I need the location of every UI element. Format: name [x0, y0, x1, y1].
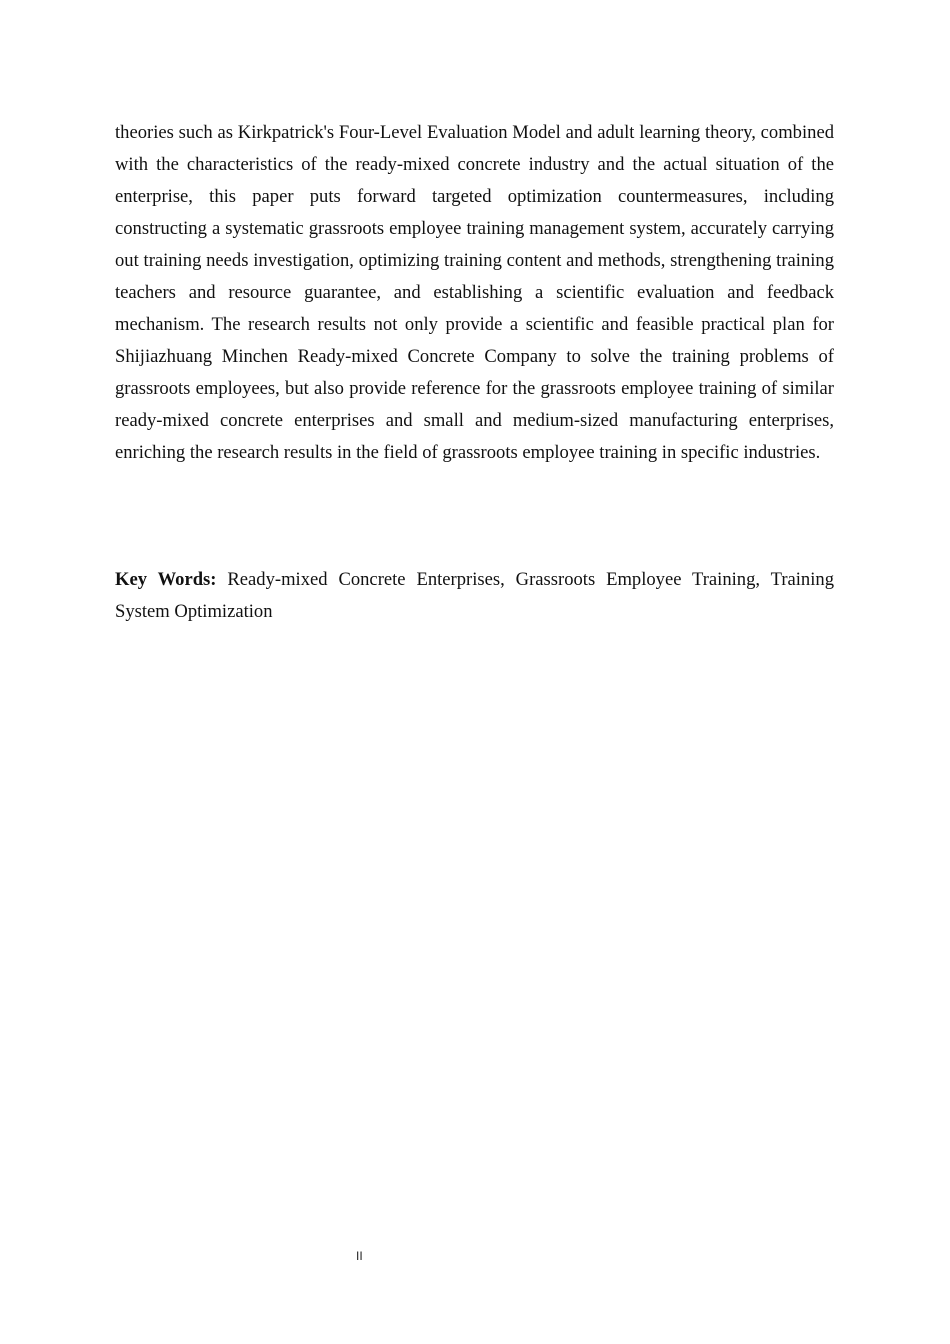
- keywords-label: Key Words:: [115, 569, 217, 590]
- abstract-body-paragraph: theories such as Kirkpatrick's Four-Level Evaluation Model and adult learning theory, combined with the characteristics of the ready-mixed concrete industry and the actual situation of the enterprise, this paper puts forward targeted optimization countermeasures, including constructing a systematic grassroots employee training management system, accurately carrying out training needs investigation, optimizing training content and methods, strengthening training teachers and resource guarantee, and establishing a scientific evaluation and feedback mechanism. The research results not only provide a scientific and feasible practical plan for Shijiazhuang Minchen Ready-mixed Concrete Company to solve the training problems of grassroots employees, but also provide reference for the grassroots employee training of similar ready-mixed concrete enterprises and small and medium-sized manufacturing enterprises, enriching the research results in the field of grassroots employee training in specific industries.: [115, 122, 834, 463]
- keywords-paragraph: [115, 564, 834, 628]
- keywords-text: Ready-mixed Concrete Enterprises, Grassroots Employee Training, Training System Optimization: [115, 569, 834, 622]
- page-number: II: [356, 1249, 363, 1263]
